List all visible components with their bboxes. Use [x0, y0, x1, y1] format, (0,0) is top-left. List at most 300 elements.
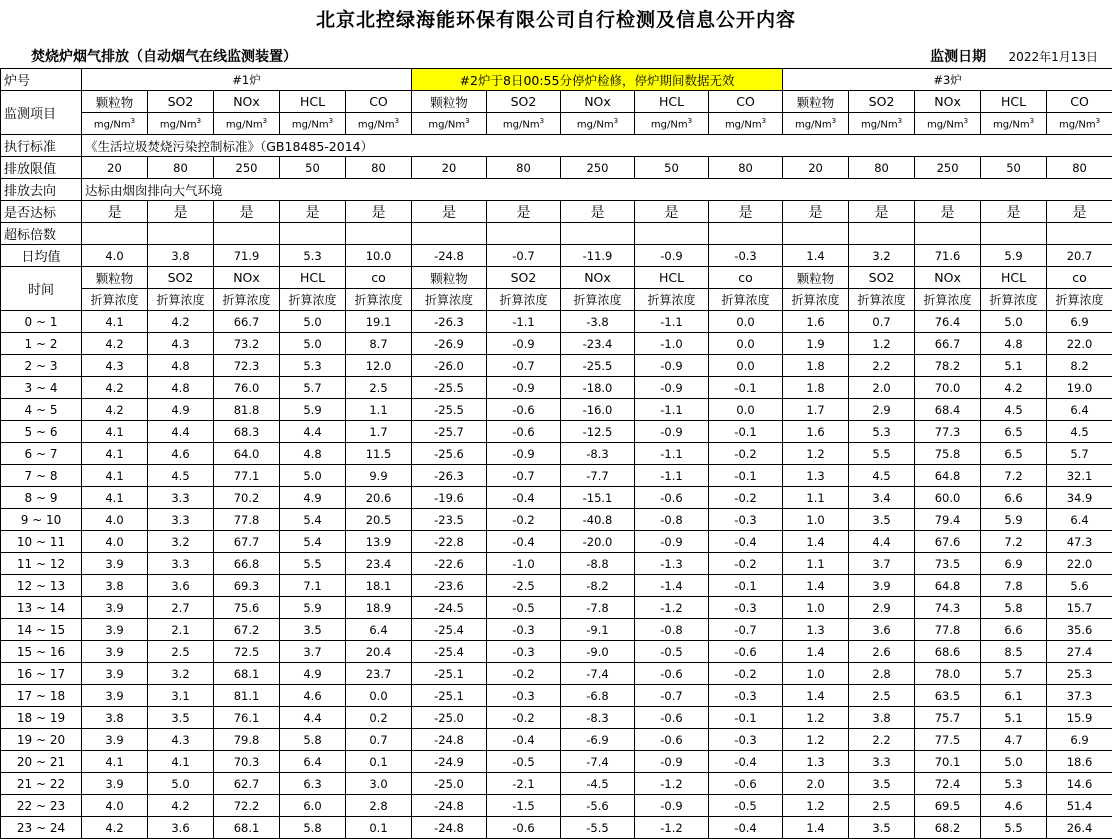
hour-range: 8 ~ 9: [1, 487, 82, 509]
hour-range: 19 ~ 20: [1, 729, 82, 751]
hourly-value: -8.2: [561, 575, 635, 597]
hour-range: 2 ~ 3: [1, 355, 82, 377]
table-row: [1, 355, 1112, 377]
hourly-value: -24.8: [412, 817, 487, 839]
hourly-value: -23.4: [561, 333, 635, 355]
hourly-value: 68.4: [915, 399, 981, 421]
hourly-value: 18.9: [346, 597, 412, 619]
hourly-value: 66.7: [915, 333, 981, 355]
hourly-value: -1.5: [487, 795, 561, 817]
unit-text: mg/Nm: [993, 119, 1030, 130]
compliance-row: [1, 201, 1112, 223]
hourly-value: -0.4: [487, 487, 561, 509]
hourly-value: 72.4: [915, 773, 981, 795]
hourly-value: 78.0: [915, 663, 981, 685]
hourly-value: 4.3: [148, 333, 214, 355]
unit-cell: [280, 113, 346, 135]
hourly-value: 5.6: [1047, 575, 1112, 597]
hourly-value: 75.7: [915, 707, 981, 729]
hourly-value: 3.5: [849, 509, 915, 531]
hourly-value: 4.2: [148, 795, 214, 817]
hourly-value: 5.0: [280, 465, 346, 487]
hourly-value: -2.1: [487, 773, 561, 795]
hourly-value: -0.7: [487, 355, 561, 377]
hourly-value: 3.5: [148, 707, 214, 729]
hourly-value: 70.0: [915, 377, 981, 399]
table-row: [1, 443, 1112, 465]
hourly-value: 6.4: [346, 619, 412, 641]
daily-average-value: 20.7: [1047, 245, 1112, 267]
table-row: [1, 751, 1112, 773]
hourly-value: 1.4: [783, 575, 849, 597]
hourly-value: 4.9: [148, 399, 214, 421]
hourly-value: -8.3: [561, 443, 635, 465]
converted-concentration-label: 折算浓度: [82, 289, 148, 311]
hourly-value: 5.5: [849, 443, 915, 465]
unit-text: mg/Nm: [1059, 119, 1096, 130]
table-row: [1, 597, 1112, 619]
hourly-value: 5.0: [148, 773, 214, 795]
hourly-value: 5.4: [280, 509, 346, 531]
pollutant-row: [1, 91, 1112, 113]
hourly-value: 72.5: [214, 641, 280, 663]
hourly-value: 4.8: [981, 333, 1047, 355]
hourly-value: 79.4: [915, 509, 981, 531]
hourly-value: 5.0: [981, 311, 1047, 333]
hourly-value: 4.4: [849, 531, 915, 553]
hourly-pollutant-name: co: [346, 267, 412, 289]
hourly-value: 3.9: [82, 663, 148, 685]
hourly-value: 4.1: [82, 751, 148, 773]
hourly-value: 5.8: [280, 817, 346, 839]
table-row: [1, 729, 1112, 751]
furnace-label: 炉号: [1, 69, 82, 91]
hourly-value: 4.0: [82, 795, 148, 817]
hourly-value: -6.8: [561, 685, 635, 707]
hour-range: 23 ~ 24: [1, 817, 82, 839]
hourly-value: 3.9: [82, 729, 148, 751]
table-row: [1, 421, 1112, 443]
hourly-value: 66.7: [214, 311, 280, 333]
hourly-value: 77.1: [214, 465, 280, 487]
hour-range: 22 ~ 23: [1, 795, 82, 817]
hourly-value: 0.0: [709, 311, 783, 333]
limit-label: 排放限值: [1, 157, 82, 179]
unit-text: mg/Nm: [795, 119, 832, 130]
daily-average-row: [1, 245, 1112, 267]
unit-superscript: 3: [395, 117, 399, 125]
limit-value: 250: [214, 157, 280, 179]
hourly-value: 32.1: [1047, 465, 1112, 487]
hourly-value: 1.8: [783, 355, 849, 377]
unit-superscript: 3: [964, 117, 968, 125]
hourly-value: 64.0: [214, 443, 280, 465]
daily-average-value: 1.4: [783, 245, 849, 267]
hourly-value: 14.6: [1047, 773, 1112, 795]
hourly-value: -24.5: [412, 597, 487, 619]
hourly-value: -0.9: [635, 421, 709, 443]
hourly-value: 5.7: [280, 377, 346, 399]
hourly-value: 5.1: [981, 355, 1047, 377]
hourly-value: 0.0: [709, 355, 783, 377]
daily-average-value: 3.8: [148, 245, 214, 267]
hourly-value: 77.5: [915, 729, 981, 751]
hourly-value: 0.2: [346, 707, 412, 729]
hourly-value: 1.2: [783, 443, 849, 465]
hourly-value: 4.1: [82, 487, 148, 509]
destination-row: [1, 179, 1112, 201]
unit-superscript: 3: [898, 117, 902, 125]
hourly-value: 1.1: [346, 399, 412, 421]
hourly-value: -23.5: [412, 509, 487, 531]
furnace-2-notice: #2炉于8日00:55分停炉检修，停炉期间数据无效: [412, 69, 783, 91]
pollutant-name: CO: [709, 91, 783, 113]
hourly-value: 22.0: [1047, 333, 1112, 355]
pollutant-name: SO2: [148, 91, 214, 113]
daily-average-value: 5.3: [280, 245, 346, 267]
table-body: [1, 69, 1112, 839]
hourly-value: 1.9: [783, 333, 849, 355]
unit-cell: [915, 113, 981, 135]
hourly-value: 5.9: [280, 399, 346, 421]
hourly-value: 0.1: [346, 817, 412, 839]
hourly-value: 3.3: [849, 751, 915, 773]
unit-superscript: 3: [762, 117, 766, 125]
hourly-value: 4.4: [280, 421, 346, 443]
exceed-value: [915, 223, 981, 245]
report-subtitle: 焚烧炉烟气排放（自动烟气在线监测装置）: [31, 46, 297, 66]
hourly-value: 68.6: [915, 641, 981, 663]
hourly-value: 5.8: [981, 597, 1047, 619]
hourly-value: 1.4: [783, 531, 849, 553]
hourly-value: -1.2: [635, 817, 709, 839]
hourly-value: 47.3: [1047, 531, 1112, 553]
hour-range: 21 ~ 22: [1, 773, 82, 795]
hourly-value: 5.0: [981, 751, 1047, 773]
hourly-value: -0.6: [635, 729, 709, 751]
daily-average-value: -24.8: [412, 245, 487, 267]
exceed-value: [346, 223, 412, 245]
converted-concentration-label: 折算浓度: [214, 289, 280, 311]
hourly-value: -24.8: [412, 729, 487, 751]
hourly-value: 67.6: [915, 531, 981, 553]
hourly-value: 1.1: [783, 487, 849, 509]
hourly-value: -0.5: [487, 751, 561, 773]
hourly-value: -0.9: [635, 377, 709, 399]
converted-concentration-label: 折算浓度: [148, 289, 214, 311]
limit-value: 80: [1047, 157, 1112, 179]
standard-row: [1, 135, 1112, 157]
converted-concentration-label: 折算浓度: [346, 289, 412, 311]
hourly-pollutant-name: HCL: [981, 267, 1047, 289]
hourly-value: 1.8: [783, 377, 849, 399]
hourly-value: 0.7: [849, 311, 915, 333]
hourly-value: -6.9: [561, 729, 635, 751]
hourly-value: 4.8: [148, 377, 214, 399]
hourly-value: -0.7: [709, 619, 783, 641]
pollutant-name: SO2: [487, 91, 561, 113]
hourly-value: 2.9: [849, 597, 915, 619]
hourly-pollutant-name: HCL: [635, 267, 709, 289]
hourly-pollutant-name: 颗粒物: [412, 267, 487, 289]
table-row: [1, 773, 1112, 795]
hourly-value: 0.1: [346, 751, 412, 773]
converted-concentration-label: 折算浓度: [981, 289, 1047, 311]
hourly-value: -0.6: [487, 421, 561, 443]
hour-range: 5 ~ 6: [1, 421, 82, 443]
hourly-value: -0.8: [635, 619, 709, 641]
hourly-value: 4.1: [148, 751, 214, 773]
hourly-value: -0.4: [709, 817, 783, 839]
hourly-value: 68.2: [915, 817, 981, 839]
hourly-value: -0.9: [487, 377, 561, 399]
pollutant-name: NOx: [214, 91, 280, 113]
hourly-value: 3.5: [280, 619, 346, 641]
hourly-value: 7.1: [280, 575, 346, 597]
hourly-value: -0.1: [709, 421, 783, 443]
hourly-value: 4.2: [148, 311, 214, 333]
hourly-value: 6.5: [981, 421, 1047, 443]
hourly-value: 4.2: [82, 333, 148, 355]
hourly-value: -1.2: [635, 597, 709, 619]
table-row: [1, 817, 1112, 839]
hourly-value: 23.7: [346, 663, 412, 685]
converted-concentration-label: 折算浓度: [561, 289, 635, 311]
hourly-value: -25.5: [561, 355, 635, 377]
compliant-value: 是: [561, 201, 635, 223]
exceed-value: [635, 223, 709, 245]
emissions-table: [0, 68, 1112, 839]
hourly-value: 4.9: [280, 487, 346, 509]
hourly-value: -1.1: [635, 465, 709, 487]
hourly-value: 9.9: [346, 465, 412, 487]
hour-range: 20 ~ 21: [1, 751, 82, 773]
hourly-value: -1.0: [635, 333, 709, 355]
hourly-value: -7.8: [561, 597, 635, 619]
hourly-value: 4.1: [82, 443, 148, 465]
hourly-value: 5.5: [280, 553, 346, 575]
hourly-value: -25.0: [412, 773, 487, 795]
hourly-pollutant-row: [1, 267, 1112, 289]
hourly-value: 4.4: [280, 707, 346, 729]
hourly-value: 4.9: [280, 663, 346, 685]
hourly-value: 7.2: [981, 465, 1047, 487]
converted-concentration-label: 折算浓度: [1047, 289, 1112, 311]
hourly-value: 20.6: [346, 487, 412, 509]
hourly-value: 67.7: [214, 531, 280, 553]
unit-superscript: 3: [1096, 117, 1100, 125]
hourly-value: 27.4: [1047, 641, 1112, 663]
unit-cell: [849, 113, 915, 135]
hourly-value: 68.1: [214, 817, 280, 839]
hourly-value: -0.6: [635, 487, 709, 509]
hourly-value: 7.2: [981, 531, 1047, 553]
hourly-value: 22.0: [1047, 553, 1112, 575]
hourly-value: 26.4: [1047, 817, 1112, 839]
pollutant-name: 颗粒物: [82, 91, 148, 113]
hourly-value: 4.8: [280, 443, 346, 465]
hourly-value: 35.6: [1047, 619, 1112, 641]
hourly-value: 5.8: [280, 729, 346, 751]
hourly-pollutant-name: 颗粒物: [82, 267, 148, 289]
hourly-value: 6.6: [981, 619, 1047, 641]
hourly-value: 0.7: [346, 729, 412, 751]
hourly-value: -1.1: [487, 311, 561, 333]
unit-text: mg/Nm: [358, 119, 395, 130]
hourly-value: 19.1: [346, 311, 412, 333]
hourly-value: -0.8: [635, 509, 709, 531]
hourly-value: 15.9: [1047, 707, 1112, 729]
compliant-value: 是: [915, 201, 981, 223]
hourly-value: 1.1: [783, 553, 849, 575]
unit-cell: [981, 113, 1047, 135]
unit-cell: [1047, 113, 1112, 135]
pollutant-name: CO: [346, 91, 412, 113]
hourly-value: 7.8: [981, 575, 1047, 597]
hourly-value: 3.9: [82, 597, 148, 619]
page-title: 北京北控绿海能环保有限公司自行检测及信息公开内容: [0, 0, 1112, 40]
compliant-value: 是: [280, 201, 346, 223]
limit-value: 50: [981, 157, 1047, 179]
hourly-value: 1.4: [783, 641, 849, 663]
unit-cell: [783, 113, 849, 135]
hourly-value: 6.5: [981, 443, 1047, 465]
hourly-value: 2.2: [849, 729, 915, 751]
hourly-value: 75.6: [214, 597, 280, 619]
hourly-value: -25.1: [412, 663, 487, 685]
unit-superscript: 3: [614, 117, 618, 125]
limit-value: 80: [849, 157, 915, 179]
hourly-value: 3.9: [82, 619, 148, 641]
hourly-value: 5.0: [280, 333, 346, 355]
hourly-value: 5.3: [280, 355, 346, 377]
hourly-value: -16.0: [561, 399, 635, 421]
hourly-value: 4.5: [148, 465, 214, 487]
subheader: [0, 40, 1112, 68]
table-row: [1, 487, 1112, 509]
hourly-value: -0.3: [487, 685, 561, 707]
hour-range: 16 ~ 17: [1, 663, 82, 685]
hour-range: 18 ~ 19: [1, 707, 82, 729]
hourly-value: -25.1: [412, 685, 487, 707]
hourly-value: 20.4: [346, 641, 412, 663]
hourly-value: -0.2: [709, 487, 783, 509]
compliant-value: 是: [981, 201, 1047, 223]
compliant-value: 是: [214, 201, 280, 223]
hourly-value: -0.9: [635, 531, 709, 553]
hourly-value: 18.6: [1047, 751, 1112, 773]
hourly-pollutant-name: co: [709, 267, 783, 289]
daily-average-value: -11.9: [561, 245, 635, 267]
hourly-value: 5.4: [280, 531, 346, 553]
hourly-value: -0.3: [709, 685, 783, 707]
hour-range: 7 ~ 8: [1, 465, 82, 487]
monitoring-item-label: 监测项目: [1, 91, 82, 135]
hour-range: 15 ~ 16: [1, 641, 82, 663]
compliant-value: 是: [82, 201, 148, 223]
hourly-value: 6.6: [981, 487, 1047, 509]
hourly-value: -3.8: [561, 311, 635, 333]
unit-text: mg/Nm: [160, 119, 197, 130]
hourly-value: 1.2: [783, 707, 849, 729]
hourly-value: -22.6: [412, 553, 487, 575]
hourly-value: 2.1: [148, 619, 214, 641]
exceed-value: [214, 223, 280, 245]
hourly-value: 68.3: [214, 421, 280, 443]
hourly-pollutant-name: SO2: [487, 267, 561, 289]
hourly-value: -8.3: [561, 707, 635, 729]
limit-value: 250: [915, 157, 981, 179]
hourly-value: -0.7: [635, 685, 709, 707]
pollutant-name: SO2: [849, 91, 915, 113]
hourly-value: 6.1: [981, 685, 1047, 707]
hourly-value: 5.7: [981, 663, 1047, 685]
hourly-value: 13.9: [346, 531, 412, 553]
hourly-value: 4.2: [82, 399, 148, 421]
daily-average-value: -0.9: [635, 245, 709, 267]
hourly-value: 8.7: [346, 333, 412, 355]
hourly-value: -8.8: [561, 553, 635, 575]
hourly-value: 4.2: [981, 377, 1047, 399]
hourly-value: 1.2: [783, 729, 849, 751]
hour-range: 12 ~ 13: [1, 575, 82, 597]
hourly-value: 4.2: [82, 817, 148, 839]
exceed-value: [981, 223, 1047, 245]
hourly-value: -23.6: [412, 575, 487, 597]
hourly-value: 72.2: [214, 795, 280, 817]
hourly-value: -0.6: [487, 399, 561, 421]
hourly-value: 1.6: [783, 421, 849, 443]
hourly-value: 4.6: [280, 685, 346, 707]
daily-average-value: 4.0: [82, 245, 148, 267]
hourly-value: 3.5: [849, 817, 915, 839]
hourly-value: 0.0: [709, 333, 783, 355]
pollutant-name: CO: [1047, 91, 1112, 113]
hourly-value: -0.6: [709, 641, 783, 663]
limit-value: 250: [561, 157, 635, 179]
hourly-value: 3.1: [148, 685, 214, 707]
hourly-pollutant-name: SO2: [849, 267, 915, 289]
hourly-value: -0.2: [709, 443, 783, 465]
hourly-pollutant-name: NOx: [214, 267, 280, 289]
unit-text: mg/Nm: [503, 119, 540, 130]
converted-concentration-label: 折算浓度: [849, 289, 915, 311]
hourly-value: 68.1: [214, 663, 280, 685]
daily-average-value: 10.0: [346, 245, 412, 267]
hourly-value: 6.9: [1047, 311, 1112, 333]
unit-cell: [561, 113, 635, 135]
hourly-value: -26.0: [412, 355, 487, 377]
hourly-value: 1.7: [783, 399, 849, 421]
hourly-value: 5.9: [280, 597, 346, 619]
hourly-value: 2.0: [849, 377, 915, 399]
hourly-value: 75.8: [915, 443, 981, 465]
hourly-value: -25.7: [412, 421, 487, 443]
hourly-value: -7.4: [561, 663, 635, 685]
table-row: [1, 311, 1112, 333]
unit-superscript: 3: [832, 117, 836, 125]
hourly-value: -0.1: [709, 377, 783, 399]
hourly-value: -1.2: [635, 773, 709, 795]
hourly-value: 2.8: [849, 663, 915, 685]
hourly-value: -0.6: [635, 663, 709, 685]
hourly-value: 11.5: [346, 443, 412, 465]
pollutant-name: 颗粒物: [783, 91, 849, 113]
hourly-value: 3.7: [280, 641, 346, 663]
unit-text: mg/Nm: [725, 119, 762, 130]
hourly-value: -25.4: [412, 641, 487, 663]
exceed-value: [487, 223, 561, 245]
